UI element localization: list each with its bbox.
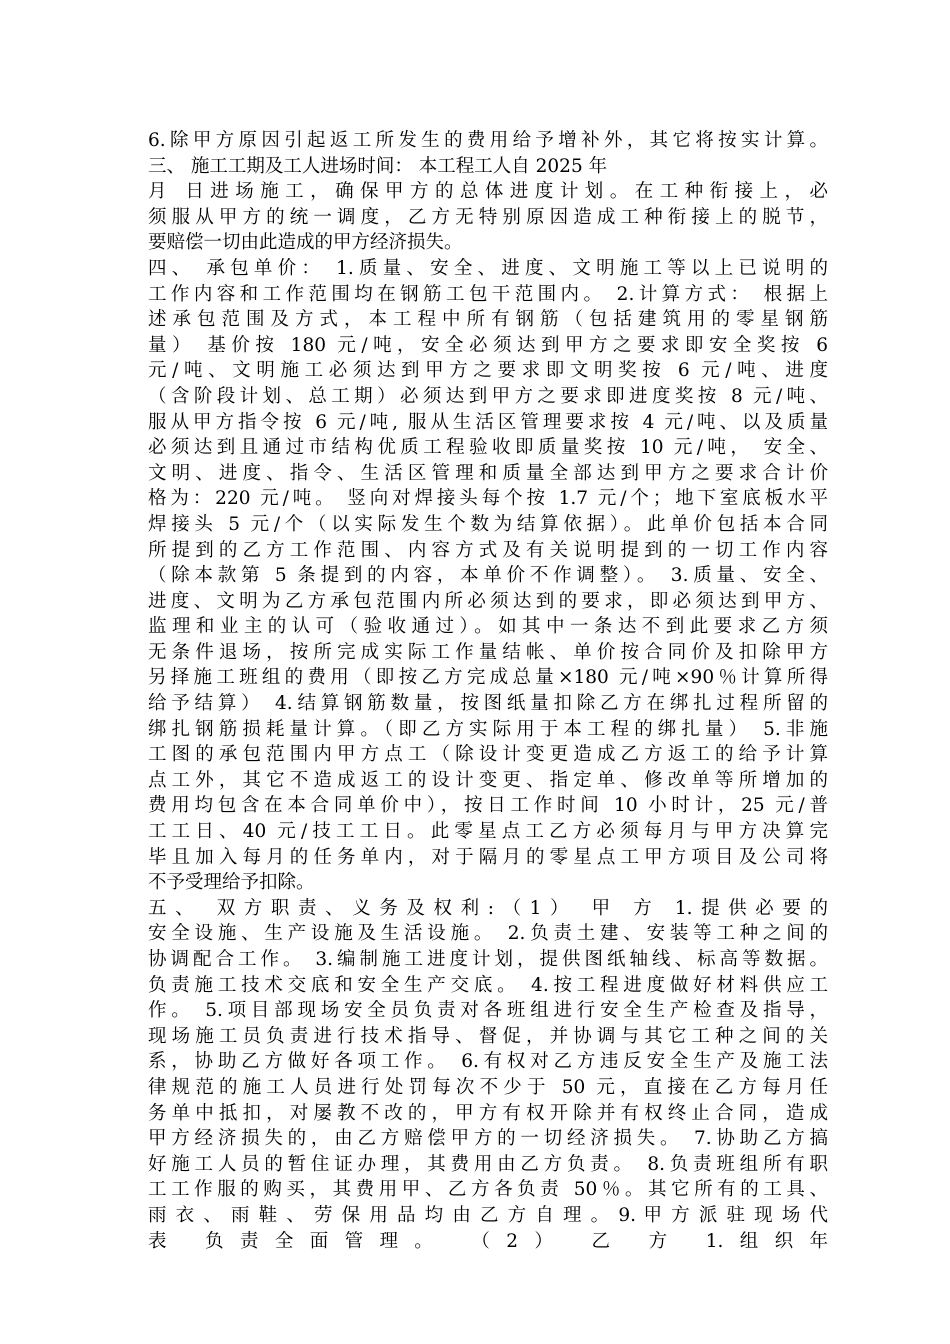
text-line: 格为：220 元/吨。 竖向对焊接头每个按 1.7 元/个；地下室底板水平	[148, 488, 828, 510]
text-line: 量） 基价按 180 元/吨，安全必须达到甲方之要求即安全奖按 6	[148, 334, 828, 356]
text-line: 安全设施、生产设施及生活设施。 2.负责土建、安装等工种之间的	[148, 923, 828, 945]
text-line: 所提到的乙方工作范围、内容方式及有关说明提到的一切工作内容	[148, 539, 828, 561]
text-line: 元/吨、文明施工必须达到甲方之要求即文明奖按 6 元/吨、进度	[148, 360, 828, 382]
text-line: 焊接头 5 元/个（以实际发生个数为结算依据）。此单价包括本合同	[148, 513, 828, 535]
text-line: 好施工人员的暂住证办理，其费用由乙方负责。 8.负责班组所有职	[148, 1153, 828, 1175]
text-line: 协调配合工作。 3.编制施工进度计划，提供图纸轴线、标高等数据。	[148, 949, 828, 970]
text-line: 毕且加入每月的任务单内，对于隔月的零星点工甲方项目及公司将	[148, 846, 828, 868]
text-line: 监理和业主的认可（验收通过）。如其中一条达不到此要求乙方须	[148, 616, 828, 638]
text-line: 须服从甲方的统一调度，乙方无特别原因造成工种衔接上的脱节，	[148, 206, 828, 228]
text-line: 作。 5.项目部现场安全员负责对各班组进行安全生产检查及指导，	[148, 1000, 828, 1022]
text-line: 给予结算） 4.结算钢筋数量，按图纸量扣除乙方在绑扎过程所留的	[148, 693, 828, 715]
text-line: 点工外，其它不造成返工的设计变更、指定单、修改单等所增加的	[148, 769, 828, 791]
text-line: 表 负责全面管理。 （2） 乙 方 1.组织年	[148, 1230, 828, 1252]
text-line: 必须达到且通过市结构优质工程验收即质量奖按 10 元/吨， 安全、	[148, 437, 828, 459]
text-line: 务单中抵扣，对屡教不改的，甲方有权开除并有权终止合同，造成	[148, 1102, 828, 1124]
text-line: 五、 双方职责、义务及权利:（1） 甲 方 1.提供必要的	[148, 897, 828, 919]
text-line: 工工作服的购买，其费用甲、乙方各负责 50％。其它所有的工具、	[148, 1179, 828, 1201]
text-line: 绑扎钢筋损耗量计算。（即乙方实际用于本工程的绑扎量） 5.非施	[148, 718, 828, 740]
text-line: 雨 衣 、 雨 鞋 、 劳 保 用 品 均 由 乙 方 自 理 。 9. 甲 方 派 驻 现 场 代	[148, 1204, 828, 1226]
text-line: 服从甲方指令按 6 元/吨, 服从生活区管理要求按 4 元/吨、以及质量	[148, 411, 828, 433]
text-line: 现场施工员负责进行技术指导、督促，并协调与其它工种之间的关	[148, 1025, 828, 1047]
text-line: （含阶段计划、总工期）必须达到甲方之要求即进度奖按 8 元/吨、	[148, 385, 828, 407]
text-line: 要赔偿一切由此造成的甲方经济损失。	[148, 232, 463, 254]
text-line: 月 日进场施工，确保甲方的总体进度计划。在工种衔接上，必	[148, 181, 828, 203]
text-line: 无条件退场，按所完成实际工作量结帐、单价按合同价及扣除甲方	[148, 641, 828, 663]
text-line: （除本款第 5 条提到的内容，本单价不作调整）。 3.质量、安全、	[148, 565, 828, 587]
text-line: 6.除甲方原因引起返工所发生的费用给予增补外，其它将按实计算。	[148, 130, 828, 151]
text-line: 负责施工技术交底和安全生产交底。 4.按工程进度做好材料供应工	[148, 974, 828, 996]
text-line: 工作内容和工作范围均在钢筋工包干范围内。 2.计算方式： 根据上	[148, 283, 828, 305]
text-line: 述承包范围及方式，本工程中所有钢筋（包括建筑用的零星钢筋	[148, 309, 828, 331]
text-line: 文明、进度、指令、生活区管理和质量全部达到甲方之要求合计价	[148, 462, 828, 484]
text-line: 进度、文明为乙方承包范围内所必须达到的要求，即必须达到甲方、	[148, 590, 828, 612]
text-line: 律规范的施工人员进行处罚每次不少于 50 元，直接在乙方每月任	[148, 1076, 828, 1098]
text-line: 四、 承包单价： 1.质量、安全、进度、文明施工等以上已说明的	[148, 257, 828, 279]
text-line: 系，协助乙方做好各项工作。 6.有权对乙方违反安全生产及施工法	[148, 1051, 828, 1073]
text-line: 不予受理给予扣除。	[148, 872, 315, 894]
text-line: 三、 施工工期及工人进场时间： 本工程工人自 2025 年	[148, 155, 608, 177]
text-line: 费用均包含在本合同单价中），按日工作时间 10 小时计，25 元/普	[148, 795, 828, 817]
text-line: 甲方经济损失的，由乙方赔偿甲方的一切经济损失。 7.协助乙方搞	[148, 1128, 828, 1150]
text-line: 另择施工班组的费用（即按乙方完成总量×180 元/吨×90％计算所得	[148, 667, 828, 689]
contract-text	[148, 128, 828, 1254]
text-line: 工工日、40 元/技工工日。此零星点工乙方必须每月与甲方决算完	[148, 821, 828, 843]
text-line: 工图的承包范围内甲方点工（除设计变更造成乙方返工的给予计算	[148, 744, 828, 766]
